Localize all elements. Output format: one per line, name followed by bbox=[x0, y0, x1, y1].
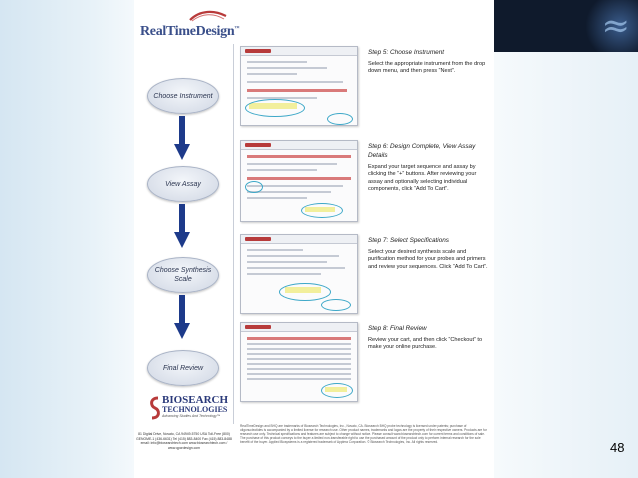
thumb-line bbox=[247, 197, 307, 199]
company-name-line2: TECHNOLOGIES bbox=[162, 405, 228, 414]
thumb-line bbox=[247, 353, 351, 355]
step-body: Expand your target sequence and assay by clicking the “+” buttons. After reviewing your assay and optionally selecting individual components, click “Add To Cart”. bbox=[368, 164, 477, 193]
thumb-callout bbox=[321, 299, 351, 311]
screenshot-view-assay bbox=[240, 140, 358, 222]
thumb-logo bbox=[245, 325, 271, 329]
company-name: BIOSEARCH bbox=[162, 394, 229, 406]
slide-background-left bbox=[0, 0, 134, 478]
down-arrow-icon bbox=[174, 116, 190, 160]
logo-swoosh-icon bbox=[188, 10, 228, 22]
screenshot-final-review bbox=[240, 322, 358, 402]
thumb-line bbox=[247, 81, 343, 83]
step-title: Step 5: Choose Instrument bbox=[368, 49, 445, 56]
document-page bbox=[134, 0, 494, 478]
step-title: Step 8: Final Review bbox=[368, 325, 427, 332]
thumb-header bbox=[241, 141, 357, 150]
screenshot-select-specifications bbox=[240, 234, 358, 314]
biosearch-logo-icon bbox=[148, 396, 162, 420]
thumb-line bbox=[247, 267, 345, 269]
flow-step-choose-synthesis-scale: Choose Synthesis Scale bbox=[147, 257, 219, 293]
company-address: 81 Digital Drive, Novato, CA 94949-5750 USA Toll-Free (800) GENOME-1 (436-6631) Tel (415) 883-8400 Fax (415) 883-8488 email: info@biosearchtech.com www.biosearchtech.com / www.qpcrdesign.com bbox=[136, 432, 232, 450]
step-6 bbox=[368, 142, 488, 194]
thumb-line bbox=[247, 373, 351, 375]
realtimedesign-logo bbox=[140, 10, 252, 40]
divider bbox=[233, 44, 234, 424]
dna-banner bbox=[494, 0, 638, 52]
legal-footer: RealTimeDesign and BHQ are trademarks of Biosearch Technologies, Inc., Novato, CA. Biosearch BHQ probe technology is licensed under patents; purchase of oligonucleotides is accompanied by a limited license for research use. Other product names, trademarks and logos are the property of their respective owners. Products are for research use only. Technical specifications and features are subject to change without notice. Please consult www.biosearchtech.com for current terms and conditions of sale. The purchase of this product conveys to the buyer a limited non-transferable right to use the purchased amount of the product only to perform internal research for the sole benefit of the buyer. Applied Biosystems is a registered trademark of Applera Corporation. © Biosearch Technologies, Inc. All rights reserved. bbox=[240, 424, 487, 445]
thumb-header bbox=[241, 235, 357, 244]
step-title: Step 6: Design Complete, View Assay Details bbox=[368, 143, 476, 159]
thumb-line bbox=[247, 348, 351, 350]
step-body: Review your cart, and then click “Checkout” to make your online purchase. bbox=[368, 337, 483, 351]
logo-text: RealTimeDesign™ bbox=[140, 24, 240, 39]
thumb-line bbox=[247, 255, 339, 257]
thumb-line bbox=[247, 61, 307, 63]
thumb-line bbox=[247, 368, 351, 370]
thumb-bar bbox=[247, 155, 351, 158]
company-tagline: Advancing Studies And Technology™ bbox=[162, 414, 221, 418]
step-body: Select your desired synthesis scale and purification method for your probes and primers and review your sequences. Click “Add To Cart”. bbox=[368, 249, 488, 270]
down-arrow-icon bbox=[174, 204, 190, 248]
thumb-line bbox=[247, 163, 337, 165]
thumb-line bbox=[247, 378, 351, 380]
thumb-line bbox=[247, 358, 351, 360]
step-body: Select the appropriate instrument from the drop down menu, and then press “Next”. bbox=[368, 61, 486, 75]
flow-step-final-review: Final Review bbox=[147, 350, 219, 386]
thumb-callout bbox=[245, 99, 305, 117]
thumb-line bbox=[247, 343, 351, 345]
thumb-header bbox=[241, 323, 357, 332]
thumb-callout bbox=[245, 181, 263, 193]
thumb-header bbox=[241, 47, 357, 56]
step-title: Step 7: Select Specifications bbox=[368, 237, 449, 244]
thumb-logo bbox=[245, 237, 271, 241]
process-sidebar bbox=[134, 0, 240, 478]
thumb-logo bbox=[245, 49, 271, 53]
thumb-line bbox=[247, 73, 297, 75]
flow-step-view-assay: View Assay bbox=[147, 166, 219, 202]
page-number: 48 bbox=[610, 440, 625, 455]
thumb-logo bbox=[245, 143, 271, 147]
step-7 bbox=[368, 236, 488, 271]
step-5 bbox=[368, 48, 488, 76]
thumb-line bbox=[247, 249, 303, 251]
thumb-line bbox=[247, 363, 351, 365]
thumb-line bbox=[247, 67, 327, 69]
thumb-callout bbox=[279, 283, 331, 301]
down-arrow-icon bbox=[174, 295, 190, 339]
flow-step-choose-instrument: Choose Instrument bbox=[147, 78, 219, 114]
screenshot-choose-instrument bbox=[240, 46, 358, 126]
thumb-callout bbox=[321, 383, 353, 398]
thumb-callout bbox=[301, 203, 343, 218]
dna-helix-icon: ≈ bbox=[601, 6, 630, 46]
thumb-line bbox=[247, 261, 327, 263]
thumb-bar bbox=[247, 89, 347, 92]
thumb-line bbox=[247, 169, 317, 171]
thumb-bar bbox=[247, 177, 351, 180]
step-8 bbox=[368, 324, 488, 352]
thumb-callout bbox=[327, 113, 353, 125]
thumb-bar bbox=[247, 337, 351, 340]
slide-background-right bbox=[494, 0, 638, 478]
thumb-line bbox=[247, 273, 321, 275]
